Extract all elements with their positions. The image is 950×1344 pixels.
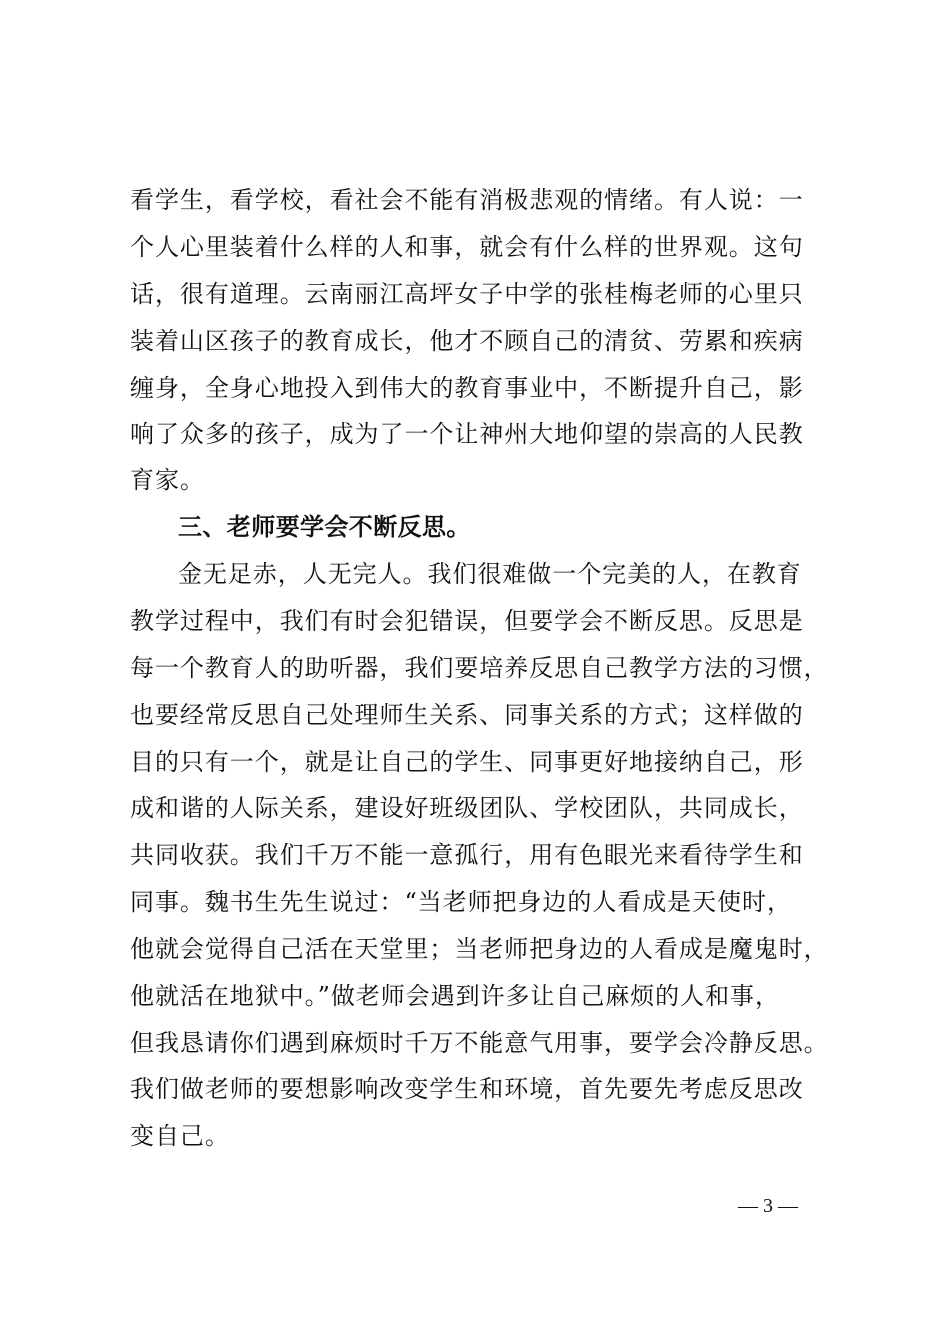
paragraph-1-line-6: 响了众多的孩子，成为了一个让神州大地仰望的崇高的人民教 [130,420,804,448]
page-number: — 3 — [738,1195,798,1217]
paragraph-2-line-4: 也要经常反思自己处理师生关系、同事关系的方式；这样做的 [130,701,804,729]
paragraph-1-line-2: 个人心里装着什么样的人和事，就会有什么样的世界观。这句 [130,233,804,261]
paragraph-2-line-11: 但我恳请你们遇到麻烦时千万不能意气用事，要学会冷静反思。 [130,1029,829,1057]
paragraph-2-line-13: 变自己。 [130,1122,230,1150]
paragraph-1-line-1: 看学生，看学校，看社会不能有消极悲观的情绪。有人说：一 [130,186,804,214]
paragraph-1-line-4: 装着山区孩子的教育成长，他才不顾自己的清贫、劳累和疾病 [130,327,804,355]
paragraph-2-line-6: 成和谐的人际关系，建设好班级团队、学校团队，共同成长， [130,794,804,822]
paragraph-2-line-10: 他就活在地狱中。”做老师会遇到许多让自己麻烦的人和事， [130,982,780,1010]
paragraph-1-line-7: 育家。 [130,466,205,494]
section-heading: 三、老师要学会不断反思。 [178,513,471,541]
paragraph-1-line-5: 缠身，全身心地投入到伟大的教育事业中，不断提升自己，影 [130,374,804,402]
paragraph-2-line-3: 每一个教育人的助听器，我们要培养反思自己教学方法的习惯， [130,654,829,682]
paragraph-2-line-8: 同事。魏书生先生说过：“当老师把身边的人看成是天使时， [130,888,792,916]
paragraph-2-line-12: 我们做老师的要想影响改变学生和环境，首先要先考虑反思改 [130,1075,804,1103]
paragraph-2-line-9: 他就会觉得自己活在天堂里；当老师把身边的人看成是魔鬼时， [130,935,829,963]
paragraph-2-line-2: 教学过程中，我们有时会犯错误，但要学会不断反思。反思是 [130,607,804,635]
paragraph-2-line-7: 共同收获。我们千万不能一意孤行，用有色眼光来看待学生和 [130,841,804,869]
paragraph-1-line-3: 话，很有道理。云南丽江高坪女子中学的张桂梅老师的心里只 [130,280,804,308]
paragraph-2-line-1: 金无足赤，人无完人。我们很难做一个完美的人，在教育 [178,560,802,588]
paragraph-2-line-5: 目的只有一个，就是让自己的学生、同事更好地接纳自己，形 [130,748,804,776]
